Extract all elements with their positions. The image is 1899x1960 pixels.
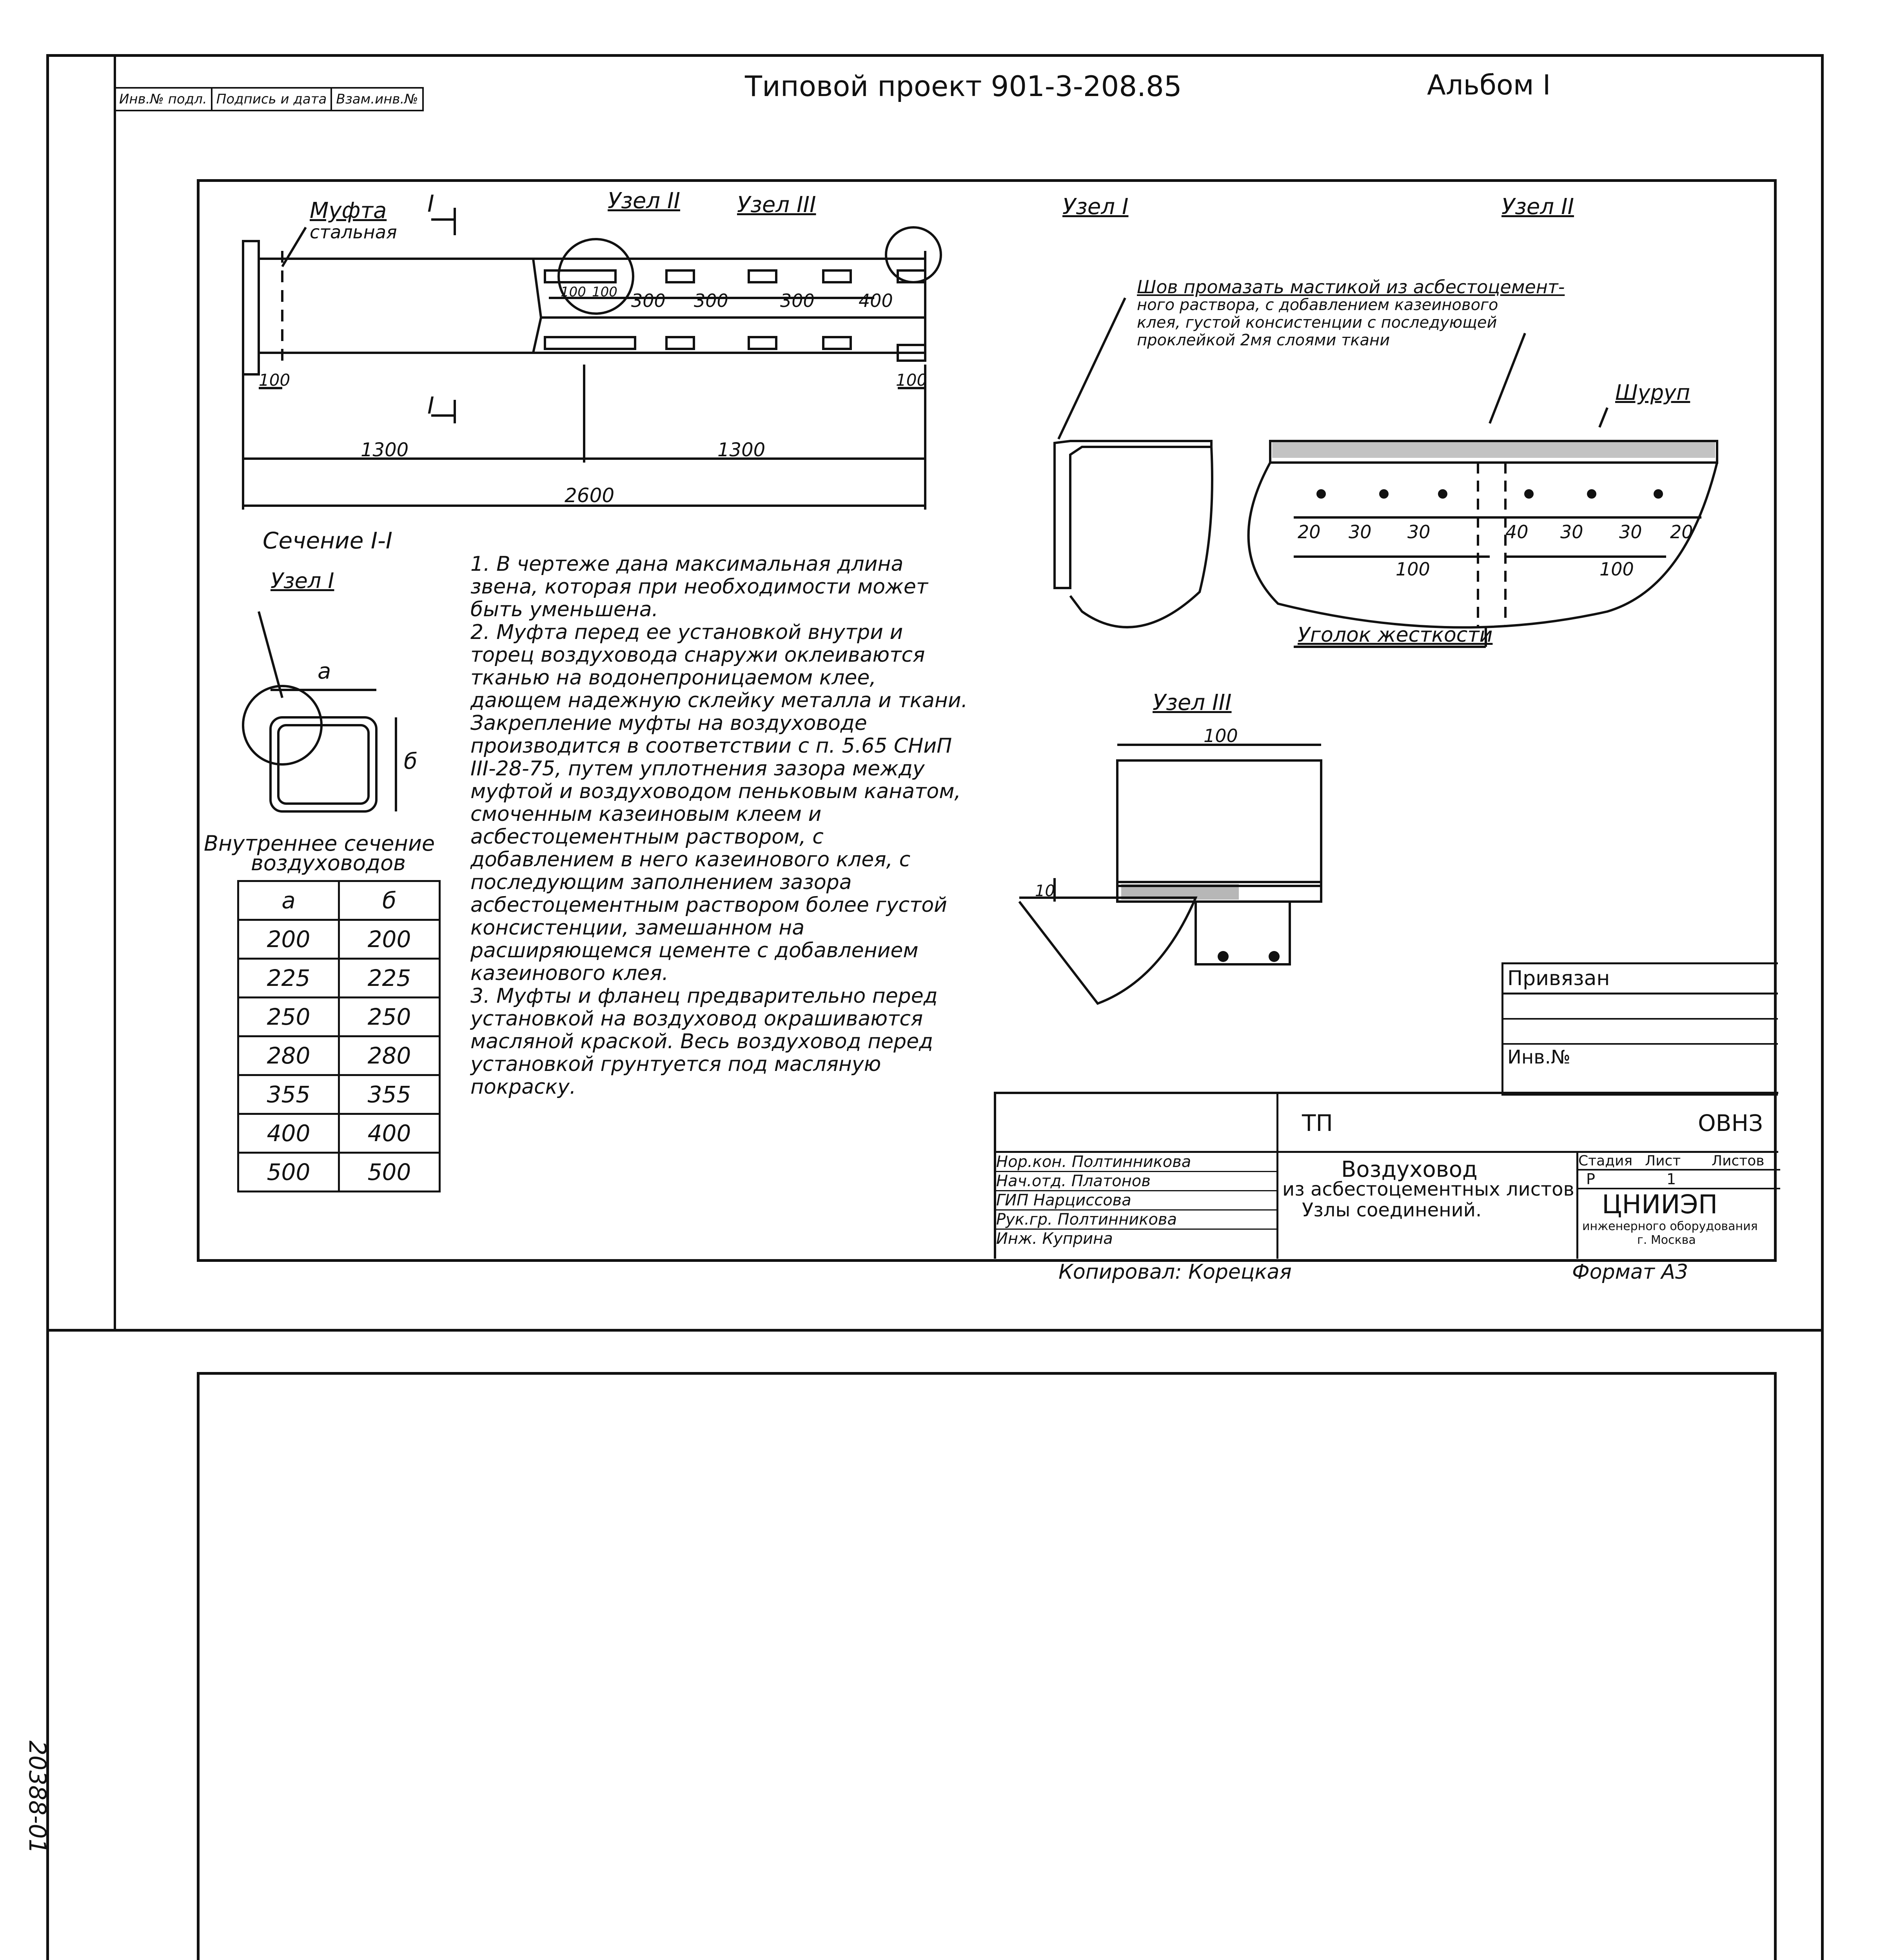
dim-40-right: 40 bbox=[1505, 521, 1529, 543]
tp-label: ТП bbox=[1302, 1110, 1333, 1136]
table-cell: 400 bbox=[238, 1114, 339, 1153]
stage-value: Р bbox=[1586, 1171, 1595, 1188]
mufta-label: Муфта bbox=[310, 198, 387, 223]
mufta-sub: стальная bbox=[310, 221, 397, 243]
inner-section-subtitle: воздуховодов bbox=[251, 851, 406, 875]
title-block bbox=[994, 1092, 1778, 1259]
table-row bbox=[238, 959, 440, 998]
dim-30-right-b: 30 bbox=[1619, 521, 1642, 543]
dim-100-uzel-b: 100 bbox=[592, 284, 617, 300]
corner-cell-vzam: Взам.инв.№ bbox=[331, 88, 423, 111]
privyazan-row bbox=[1503, 995, 1778, 1020]
note-1: 1. В чертеже дана максимальная длина звена, которая при необходимости может быть уменьшена. bbox=[470, 552, 928, 621]
table-row bbox=[238, 1036, 440, 1075]
stage-block bbox=[1576, 1153, 1780, 1259]
inner-section-title: Внутреннее сечение bbox=[204, 831, 435, 856]
table-cell: 280 bbox=[238, 1036, 339, 1075]
table-row bbox=[238, 1153, 440, 1192]
role-title: Рук.гр. bbox=[996, 1210, 1053, 1229]
org-sub-2: г. Москва bbox=[1637, 1233, 1696, 1247]
notes-block bbox=[470, 553, 972, 1098]
album-label: Альбом I bbox=[1427, 69, 1551, 101]
section-uzel1: Узел I bbox=[271, 568, 334, 593]
flange-shape bbox=[243, 241, 259, 374]
table-cell: 355 bbox=[238, 1075, 339, 1114]
privyazan-row bbox=[1503, 1020, 1778, 1045]
role-name: Куприна bbox=[1042, 1230, 1113, 1248]
table-cell: 500 bbox=[339, 1153, 440, 1192]
doc-title-3: Узлы соединений. bbox=[1302, 1199, 1482, 1221]
privyazan-block bbox=[1501, 962, 1778, 1096]
privyazan-label: Привязан bbox=[1503, 964, 1778, 995]
table-row bbox=[238, 998, 440, 1036]
note-2: 2. Муфта перед ее установкой внутри и торец воздуховода снаружи оклеиваются тканью на водонепроницаемом клее, дающем надежную склейку металла и ткани. Закрепление муфты на воздуховоде производится в соответствии с п. 5.65 СНиП III-28-75, путем уплотнения зазора между муфтой и воздуховодом пеньковым канатом, смоченным казеиновым клеем и асбестоцементным раствором, с добавлением в него казеинового клея, с последующим заполнением зазора асбестоцементным раствором более густой консистенции, замешанном на расширяющемся цементе с добавлением казеинового клея. bbox=[470, 621, 968, 985]
role-title: Нач.отд. bbox=[996, 1172, 1067, 1190]
table-cell: 200 bbox=[238, 920, 339, 959]
role-title: ГИП bbox=[996, 1191, 1029, 1209]
section-dim-b: б bbox=[404, 749, 418, 774]
table-row bbox=[238, 1075, 440, 1114]
copied-label: Копировал: Корецкая bbox=[1058, 1260, 1292, 1284]
role-name: Нарциссова bbox=[1033, 1191, 1131, 1209]
angle-label: Уголок жесткости bbox=[1298, 623, 1493, 647]
dim-1300-right: 1300 bbox=[717, 439, 766, 461]
dim-400: 400 bbox=[859, 290, 893, 311]
inv-label: Инв.№ bbox=[1507, 1046, 1570, 1068]
sheets-head: Листов bbox=[1712, 1153, 1765, 1169]
dim-100-uzel-a: 100 bbox=[561, 284, 586, 300]
table-cell: 225 bbox=[238, 959, 339, 998]
table-head-b: б bbox=[339, 881, 440, 920]
sheet-value: 1 bbox=[1667, 1171, 1676, 1188]
role-row bbox=[996, 1230, 1276, 1248]
dim-300-c: 300 bbox=[780, 290, 815, 311]
table-cell: 500 bbox=[238, 1153, 339, 1192]
role-row bbox=[996, 1172, 1276, 1191]
role-name: Платонов bbox=[1071, 1172, 1151, 1190]
uzel2-label: Узел II bbox=[608, 188, 680, 214]
table-row bbox=[238, 881, 440, 920]
role-name: Полтинникова bbox=[1071, 1153, 1191, 1171]
role-row bbox=[996, 1210, 1276, 1230]
stage-value-row bbox=[1578, 1171, 1780, 1189]
section-title: Сечение I-I bbox=[263, 527, 393, 554]
title-block-vline bbox=[1276, 1094, 1278, 1259]
section-mark-bottom: I bbox=[427, 392, 434, 419]
detail1-title: Узел I bbox=[1062, 194, 1129, 220]
doc-code: ОВНЗ bbox=[1698, 1110, 1763, 1136]
dim-300-b: 300 bbox=[694, 290, 728, 311]
role-row bbox=[996, 1191, 1276, 1210]
detail3-dim-100: 100 bbox=[1204, 725, 1238, 746]
table-head-a: а bbox=[238, 881, 339, 920]
format-label: Формат А3 bbox=[1572, 1260, 1688, 1284]
section-dim-a: а bbox=[318, 659, 331, 684]
uzel3-label: Узел III bbox=[737, 192, 816, 218]
dim-30-left-b: 30 bbox=[1407, 521, 1431, 543]
dim-1300-left: 1300 bbox=[361, 439, 409, 461]
table-cell: 400 bbox=[339, 1114, 440, 1153]
dim-30-right-a: 30 bbox=[1560, 521, 1583, 543]
note-3: 3. Муфты и фланец предварительно перед установкой на воздуховод окрашиваются масляной краской. Весь воздуховод перед установкой грунтуется под масляную покраску. bbox=[470, 984, 938, 1099]
table-cell: 280 bbox=[339, 1036, 440, 1075]
sizes-table bbox=[237, 880, 441, 1192]
detail3-title: Узел III bbox=[1153, 690, 1232, 715]
table-cell: 200 bbox=[339, 920, 440, 959]
dim-300-a: 300 bbox=[631, 290, 666, 311]
table-row bbox=[238, 1114, 440, 1153]
stage-head-row bbox=[1578, 1153, 1780, 1171]
seam-note-2: ного раствора, с добавлением казеинового bbox=[1137, 296, 1498, 314]
dim-100-left: 100 bbox=[259, 370, 290, 390]
doc-title-2: из асбестоцементных листов. bbox=[1282, 1178, 1581, 1200]
seam-note-4: проклейкой 2мя слоями ткани bbox=[1137, 331, 1390, 349]
dim-2600: 2600 bbox=[565, 484, 615, 507]
stage-head: Стадия bbox=[1578, 1153, 1633, 1169]
dim-30-left-a: 30 bbox=[1349, 521, 1372, 543]
role-title: Инж. bbox=[996, 1230, 1037, 1248]
project-title: Типовой проект 901-3-208.85 bbox=[745, 70, 1182, 103]
table-cell: 250 bbox=[238, 998, 339, 1036]
dim-20-left: 20 bbox=[1298, 521, 1321, 543]
role-name: Полтинникова bbox=[1057, 1210, 1177, 1229]
corner-cell-inv: Инв.№ подл. bbox=[114, 88, 212, 111]
table-cell: 225 bbox=[339, 959, 440, 998]
seam-note-3: клея, густой консистенции с последующей bbox=[1137, 314, 1497, 332]
dim-100-l: 100 bbox=[1396, 559, 1430, 580]
roles-block bbox=[996, 1153, 1276, 1248]
doc-title-1: Воздуховод bbox=[1341, 1157, 1478, 1182]
side-number: 20388-01 bbox=[24, 1740, 51, 1854]
corner-cell-sign: Подпись и дата bbox=[212, 88, 332, 111]
table-row bbox=[238, 920, 440, 959]
role-title: Нор.кон. bbox=[996, 1153, 1067, 1171]
screw-label: Шуруп bbox=[1615, 380, 1690, 405]
role-row bbox=[996, 1153, 1276, 1172]
dim-100-right: 100 bbox=[896, 370, 928, 390]
section-mark-top: I bbox=[427, 190, 434, 218]
sheet-head: Лист bbox=[1645, 1153, 1681, 1169]
dim-20-right: 20 bbox=[1670, 521, 1693, 543]
org-name: ЦНИИЭП bbox=[1602, 1189, 1718, 1220]
detail3-dim-10: 10 bbox=[1035, 882, 1055, 900]
detail2-title: Узел II bbox=[1501, 194, 1574, 220]
table-cell: 355 bbox=[339, 1075, 440, 1114]
dim-100-r: 100 bbox=[1599, 559, 1634, 580]
seam-note-1: Шов промазать мастикой из асбестоцемент- bbox=[1137, 276, 1565, 298]
table-cell: 250 bbox=[339, 998, 440, 1036]
org-sub-1: инженерного оборудования bbox=[1582, 1220, 1758, 1233]
